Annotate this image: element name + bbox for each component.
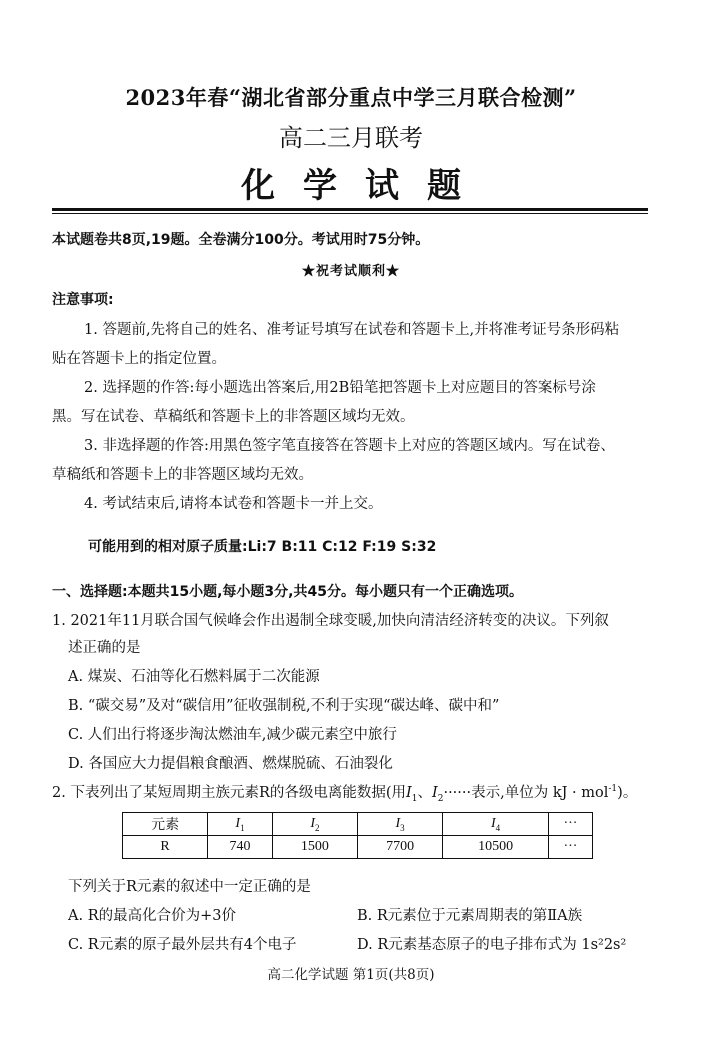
exam-series-title: 2023年春“湖北省部分重点中学三月联合检测” xyxy=(125,85,577,110)
q2-option-a: A. R的最高化合价为+3价 xyxy=(68,908,236,924)
header-divider-thin xyxy=(52,213,648,214)
good-luck-banner: ★祝考试顺利★ xyxy=(301,264,400,279)
q1-stem-line-2: 述正确的是 xyxy=(68,640,141,656)
ionization-energy-table xyxy=(122,812,593,859)
exam-info: 本试题卷共8页,19题。全卷满分100分。考试用时75分钟。 xyxy=(52,232,430,248)
table-header-cell: $I_2$ xyxy=(272,813,357,836)
q2-symbol-i2: I xyxy=(432,785,438,801)
table-header-cell: $I_3$ xyxy=(358,813,443,836)
table-cell: ··· xyxy=(548,836,592,859)
q2-symbol-i2-sub: 2 xyxy=(437,793,444,804)
note-2-line-2: 黑。写在试卷、草稿纸和答题卡上的非答题区域均无效。 xyxy=(52,409,415,425)
q1-option-a: A. 煤炭、石油等化石燃料属于二次能源 xyxy=(68,669,320,685)
q2-stem xyxy=(52,781,637,804)
q2-stem-end: )。 xyxy=(617,785,638,801)
exam-subtitle: 高二三月联考 xyxy=(279,124,423,152)
q2-unit-exponent: -1 xyxy=(608,784,618,795)
q2-symbol-i1: I xyxy=(406,785,412,801)
q2-stem-post: ······表示,单位为 kJ · mol xyxy=(443,785,609,801)
note-2-line-1: 2. 选择题的作答:每小题选出答案后,用2B铅笔把答题卡上对应题目的答案标号涂 xyxy=(84,380,596,396)
q1-option-d: D. 各国应大力提倡粮食酿酒、燃煤脱硫、石油裂化 xyxy=(68,756,393,772)
table-cell: R xyxy=(123,836,208,859)
table-cell: 740 xyxy=(208,836,273,859)
note-3-line-1: 3. 非选择题的作答:用黑色签字笔直接答在答题卡上对应的答题区域内。写在试卷、 xyxy=(84,438,615,454)
q2-option-c: C. R元素的原子最外层共有4个电子 xyxy=(68,937,297,953)
q1-option-c: C. 人们出行将逐步淘汰燃油车,减少碳元素空中旅行 xyxy=(68,727,397,743)
subject-title: 化学试题 xyxy=(241,166,489,206)
q1-option-b: B. “碳交易”及对“碳信用”征收强制税,不利于实现“碳达峰、碳中和” xyxy=(68,698,500,714)
notes-title: 注意事项: xyxy=(52,292,114,308)
table-header-row xyxy=(123,813,593,836)
q2-option-b: B. R元素位于元素周期表的第ⅡA族 xyxy=(357,908,583,924)
table-header-cell: $I_4$ xyxy=(443,813,549,836)
table-cell: 10500 xyxy=(443,836,549,859)
table-cell: 1500 xyxy=(272,836,357,859)
table-header-cell: 元素 xyxy=(123,813,208,836)
q2-option-d: D. R元素基态原子的电子排布式为 1s²2s² xyxy=(357,937,627,953)
section-1-heading: 一、选择题:本题共15小题,每小题3分,共45分。每小题只有一个正确选项。 xyxy=(52,584,523,600)
note-1-line-2: 贴在答题卡上的指定位置。 xyxy=(52,351,226,367)
atomic-masses: 可能用到的相对原子质量:Li:7 B:11 C:12 F:19 S:32 xyxy=(88,539,437,555)
table-header-cell: $I_1$ xyxy=(208,813,273,836)
note-3-line-2: 草稿纸和答题卡上的非答题区域均无效。 xyxy=(52,467,313,483)
note-4: 4. 考试结束后,请将本试卷和答题卡一并上交。 xyxy=(84,496,383,512)
q2-symbol-sep: 、 xyxy=(417,785,432,801)
q2-stem-pre: 2. 下表列出了某短周期主族元素R的各级电离能数据(用 xyxy=(52,785,407,801)
q1-stem-line-1: 1. 2021年11月联合国气候峰会作出遏制全球变暖,加快向清洁经济转变的决议。下列叙 xyxy=(52,613,609,629)
header-divider-thick xyxy=(52,208,648,211)
table-cell: 7700 xyxy=(358,836,443,859)
q2-symbol-i1-sub: 1 xyxy=(411,793,418,804)
page-footer: 高二化学试题 第1页(共8页) xyxy=(267,967,435,983)
q2-question: 下列关于R元素的叙述中一定正确的是 xyxy=(68,879,311,895)
note-1-line-1: 1. 答题前,先将自己的姓名、准考证号填写在试卷和答题卡上,并将准考证号条形码粘 xyxy=(84,322,620,338)
table-row xyxy=(123,836,593,859)
table-header-cell: ··· xyxy=(548,813,592,836)
